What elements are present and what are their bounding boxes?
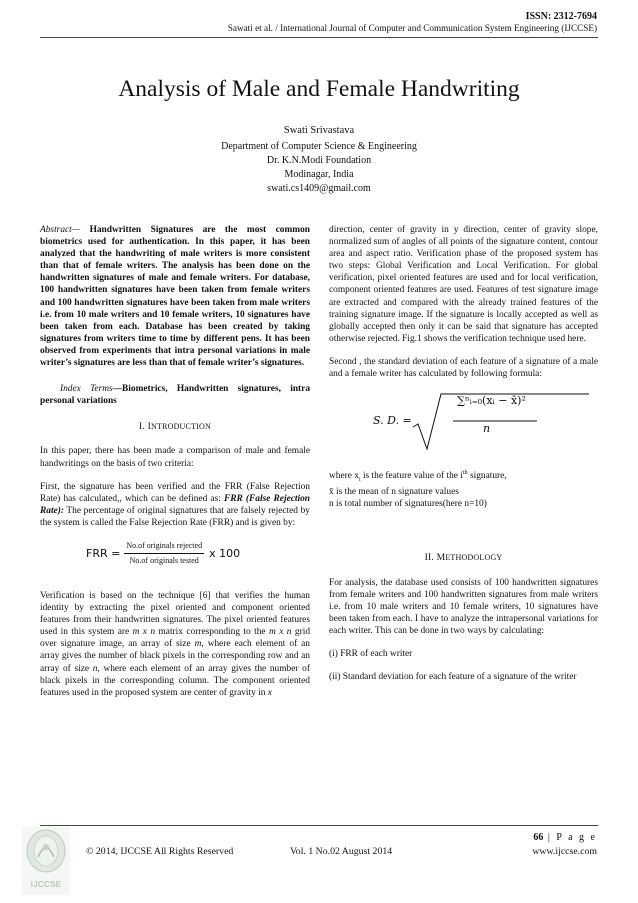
copyright-notice: © 2014, IJCCSE All Rights Reserved	[86, 846, 234, 857]
sd-denominator: n	[483, 422, 491, 436]
section-numeral: I.	[139, 421, 148, 433]
frr-fraction	[124, 540, 204, 567]
page-label: | P a g e	[543, 832, 597, 843]
intro-paragraph-1: In this paper, there has been made a comparison of male and female handwritings on the basis of two criteria:	[40, 446, 310, 469]
verif-math-4: n,	[92, 663, 100, 674]
legend-line-2: x̄ is the mean of n signature values	[329, 487, 459, 498]
journal-website-link[interactable]: www.ijccse.com	[532, 846, 597, 857]
section-heading-introduction	[40, 421, 310, 433]
section-rest: NTRODUCTION	[151, 422, 211, 432]
intro-paragraph-2	[40, 481, 310, 529]
footer-rule	[40, 825, 598, 826]
legend-1a: where x	[329, 471, 359, 482]
sd-intro-paragraph: Second , the standard deviation of each feature of a signature of a male and a female writer has calculated by following formula:	[329, 356, 598, 380]
frr-denominator: No.of originals tested	[129, 556, 199, 566]
verif-text-b: matrix corresponding to the	[155, 627, 270, 638]
author-foundation: Dr. K.N.Modi Foundation	[266, 155, 372, 166]
index-terms-lead: Index Terms	[60, 384, 113, 395]
index-terms-text: —Biometrics, Handwritten signatures, intra personal variations	[40, 384, 311, 407]
verification-continued-paragraph: direction, center of gravity in y direction, center of gravity slope, normalized sum of angles of all points of the signature content, contour area and aspect ratio. Verification phase of the proposed system has two steps: Global Verification and Local Verification. For global verification, pixel oriented features are used and for local verification, component oriented features are used. Features of test signature image are extracted and compared with the already trained features of the training signature image. If the signature is locally accepted as well as globally accepted then only it can be said that signature has accepted otherwise rejected. Fig.1 shows the verification technique used here.	[329, 225, 598, 344]
methodology-paragraph: For analysis, the database used consists of 100 handwritten signatures from female writers and 100 handwritten signatures from male writers i.e. from 10 male writers and 10 female writers, 10 signatures have been taken from each. I have to analyze the intrapersonal variations for each writer. This can be done in two ways by calculating:	[329, 577, 598, 636]
verif-math-1: m x n	[132, 627, 156, 638]
svg-text:IJCCSE: IJCCSE	[30, 879, 62, 889]
abstract	[40, 224, 310, 369]
verif-math-5: x	[267, 687, 272, 698]
author-department: Department of Computer Science & Engineering	[221, 141, 417, 152]
journal-logo-icon	[22, 827, 70, 895]
journal-header: Sawati et al. / International Journal of Computer and Communication System Engineering (IJCCSE)	[227, 23, 597, 33]
section-rest: ETHODOLOGY	[445, 553, 503, 563]
abstract-text: Handwritten Signatures are the most common biometrics used for authentication. In this paper, it has been analyzed that the handwriting of male writers is more consistent than that of female writers. The analysis has been done on the handwritten signatures of male and female writers. For database, 100 handwritten signatures have been taken from female writers and 100 handwritten signatures have been taken from male writers i.e. from 10 male writers and 10 female writers, 10 signatures have been taken from each. Database has been created by taking signatures from writers time to time by different pens. It has been observed from experiments that intra personal variations in male writer’s signatures are less than that of female writer’s signatures.	[40, 225, 310, 369]
verif-math-3: m,	[194, 639, 204, 650]
left-column	[40, 224, 310, 710]
volume-info: Vol. 1 No.02 August 2014	[290, 846, 393, 857]
right-column	[329, 224, 598, 694]
verification-paragraph	[40, 590, 310, 699]
frr-formula	[40, 540, 310, 572]
section-numeral: II.	[424, 552, 437, 564]
legend-1c: signature,	[467, 471, 507, 482]
author-name: Swati Srivastava	[283, 125, 355, 136]
legend-line-3: n is total number of signatures(here n=10)	[329, 499, 487, 510]
issn-header: ISSN: 2312-7694	[525, 11, 597, 22]
frr-formula-lhs: FRR =	[86, 546, 121, 560]
header-rule	[40, 37, 598, 38]
methodology-item-ii: (ii) Standard deviation for each feature of a signature of the writer	[329, 672, 577, 683]
frr-formula-rhs: x 100	[209, 546, 241, 560]
section-first-letter: M	[436, 552, 446, 564]
verif-text-d: where each element of an array gives the number of black pixels in the corresponding row and an array of size	[40, 639, 310, 674]
abstract-lead: Abstract—	[40, 225, 81, 235]
frr-numerator: No.of originals rejected	[124, 540, 204, 554]
intro-p2-text-a: First, the signature has been verified and the FRR (False Rejection Rate) has calculated,, which can be defined as:	[40, 481, 310, 504]
methodology-item-i: (i) FRR of each writer	[329, 648, 413, 659]
legend-1b: is the feature value of the i	[360, 471, 463, 482]
sd-numerator: ∑ⁿᵢ₌₀(xᵢ − x̄)²	[457, 394, 526, 408]
section-first-letter: I	[147, 421, 151, 433]
sd-formula	[329, 391, 598, 453]
author-city: Modinagar, India	[284, 169, 354, 180]
page-number	[533, 832, 597, 843]
intro-p2-text-c: The percentage of original signatures that are falsely rejected by the system is called the False Rejection Rate (FRR) and is given by:	[40, 505, 310, 528]
index-terms	[40, 383, 310, 407]
author-block	[0, 124, 638, 196]
page-number-value: 66	[533, 832, 544, 843]
legend-1-sub: i	[358, 477, 361, 484]
sd-formula-lhs: S. D. =	[373, 414, 412, 428]
legend-1-sup: th	[462, 470, 468, 477]
verif-text-c: grid over signature image, an array of size	[40, 627, 311, 650]
verif-math-2: m x n	[269, 627, 292, 638]
verif-text-a: Verification is based on the technique [6] that verifies the human identity by extracting the pixel oriented and component oriented features from their handwritten signatures. The pixel oriented features used in this system are	[40, 590, 310, 638]
section-heading-methodology	[329, 552, 598, 564]
formula-legend	[329, 467, 598, 510]
verif-text-e: where each element of an array gives the number of black pixels in the corresponding column. The component oriented features used in the proposed system are center of gravity in	[40, 663, 310, 698]
author-email: swati.cs1409@gmail.com	[267, 183, 371, 194]
frr-definition-term: FRR (False Rejection Rate):	[40, 493, 311, 516]
paper-title: Analysis of Male and Female Handwriting	[118, 76, 520, 102]
legend-line-1	[329, 467, 598, 486]
